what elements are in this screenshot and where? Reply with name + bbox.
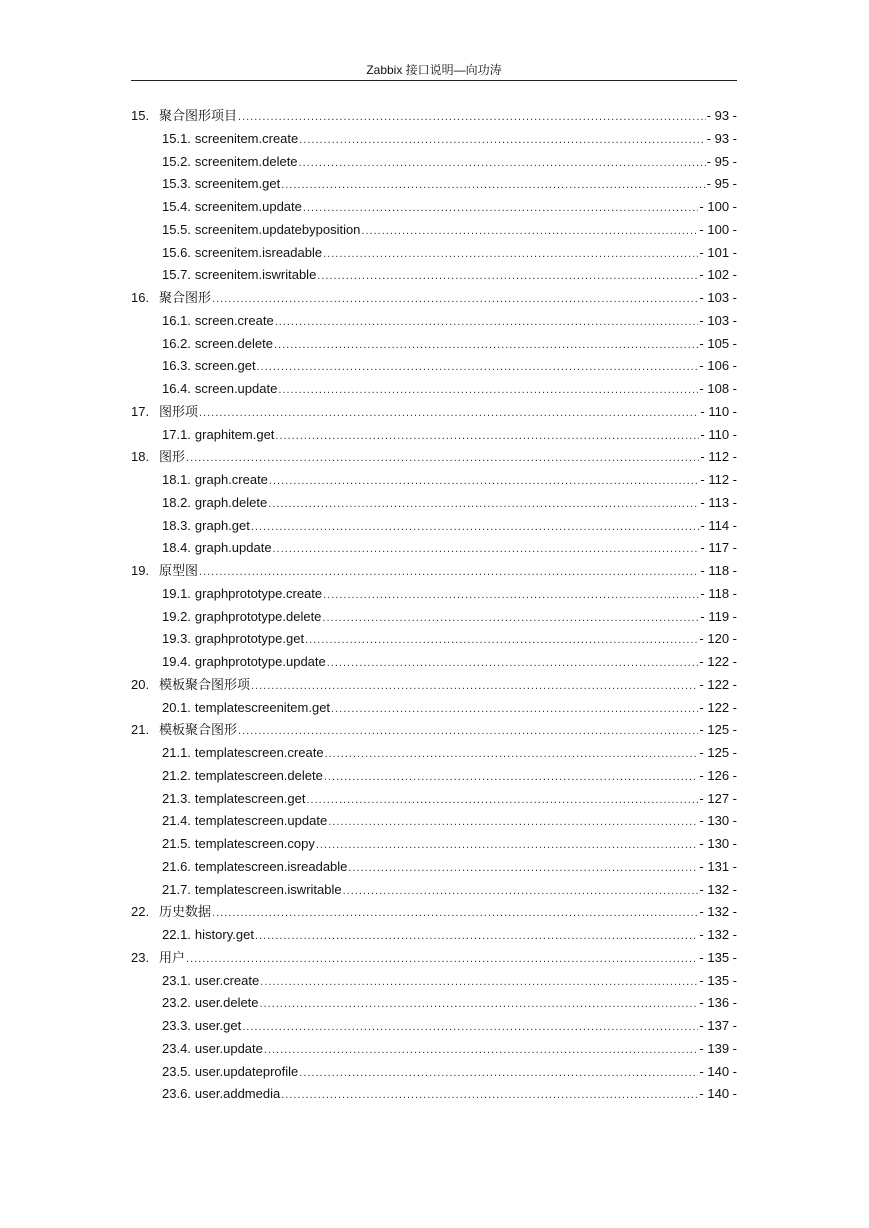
toc-subsection-entry[interactable]	[131, 651, 737, 674]
toc-subsection-entry[interactable]	[131, 310, 737, 333]
toc-page-number: - 118 -	[700, 563, 737, 578]
toc-entry-title: 原型图	[159, 563, 199, 578]
toc-page-number: - 140 -	[699, 1086, 737, 1102]
toc-subsection-entry[interactable]	[131, 788, 737, 811]
toc-section-entry[interactable]	[131, 446, 737, 469]
toc-page-number: - 108 -	[699, 381, 737, 396]
toc-subsection-entry[interactable]	[131, 628, 737, 651]
toc-entry-title: 模板聚合图形项	[159, 676, 251, 692]
toc-section-entry[interactable]	[131, 287, 737, 310]
toc-entry-number: 23.4.	[162, 1040, 191, 1056]
toc-subsection-entry[interactable]	[131, 515, 737, 538]
page-header: Zabbix 接口说明—向功涛	[366, 63, 502, 77]
toc-dot-leader	[238, 106, 706, 129]
toc-entry-number: 18.1.	[162, 472, 191, 487]
toc-entry-number: 20.	[131, 676, 150, 692]
toc-subsection-entry[interactable]	[131, 606, 737, 629]
toc-dot-leader	[186, 447, 699, 470]
toc-entry-number: 21.7.	[162, 881, 191, 897]
toc-subsection-entry[interactable]	[131, 173, 737, 196]
toc-page-number: - 93 -	[706, 130, 737, 146]
toc-subsection-entry[interactable]	[131, 492, 737, 515]
toc-dot-leader	[275, 311, 699, 334]
toc-subsection-entry[interactable]	[131, 242, 737, 265]
toc-page-number: - 114 -	[700, 517, 737, 533]
toc-page-number: - 132 -	[699, 881, 737, 897]
toc-entry-number: 19.3.	[162, 631, 191, 647]
toc-entry-title: screenitem.updatebyposition	[194, 221, 361, 237]
toc-page-number: - 101 -	[699, 244, 737, 260]
toc-entry-title: screen.update	[194, 381, 278, 396]
toc-entry-number: 21.6.	[162, 858, 191, 874]
toc-entry-number: 22.	[131, 904, 150, 920]
toc-dot-leader	[260, 993, 699, 1016]
toc-entry-title: history.get	[194, 927, 254, 942]
toc-entry-title: user.get	[194, 1018, 242, 1033]
toc-subsection-entry[interactable]	[131, 1038, 737, 1061]
toc-page-number: - 122 -	[699, 654, 737, 669]
toc-entry-title: screenitem.delete	[194, 153, 298, 169]
toc-entry-number: 23.3.	[162, 1018, 191, 1033]
toc-entry-title: graph.create	[194, 472, 268, 487]
toc-subsection-entry[interactable]	[131, 833, 737, 856]
toc-entry-title: 图形项	[159, 403, 199, 419]
toc-page-number: - 110 -	[700, 426, 737, 442]
toc-subsection-entry[interactable]	[131, 856, 737, 879]
toc-entry-number: 16.1.	[162, 312, 191, 328]
toc-dot-leader	[327, 652, 699, 675]
toc-page-number: - 119 -	[700, 608, 737, 624]
toc-dot-leader	[274, 334, 698, 357]
toc-entry-number: 22.1.	[162, 927, 191, 942]
toc-dot-leader	[331, 698, 698, 721]
toc-page-number: - 126 -	[699, 767, 737, 783]
toc-entry-title: 聚合图形项目	[159, 108, 238, 123]
toc-subsection-entry[interactable]	[131, 219, 737, 242]
toc-subsection-entry[interactable]	[131, 128, 737, 151]
toc-entry-title: screen.create	[194, 312, 274, 328]
toc-entry-title: graphprototype.get	[194, 631, 305, 647]
toc-entry-number: 18.	[131, 449, 150, 465]
toc-entry-title: 图形	[159, 449, 186, 465]
toc-entry-number: 20.1.	[162, 699, 191, 715]
toc-entry-number: 16.	[131, 290, 150, 305]
toc-dot-leader	[212, 288, 698, 311]
toc-section-entry[interactable]	[131, 560, 737, 583]
toc-dot-leader	[324, 766, 699, 789]
toc-subsection-entry[interactable]	[131, 583, 737, 606]
toc-entry-number: 18.2.	[162, 494, 191, 510]
toc-page-number: - 117 -	[700, 540, 737, 556]
toc-entry-title: templatescreen.isreadable	[194, 858, 348, 874]
toc-dot-leader	[281, 174, 705, 197]
toc-entry-title: screenitem.update	[194, 199, 302, 214]
toc-subsection-entry[interactable]	[131, 355, 737, 378]
toc-entry-title: screenitem.create	[194, 130, 299, 146]
toc-dot-leader	[323, 243, 698, 266]
toc-page-number: - 103 -	[699, 312, 737, 328]
toc-subsection-entry[interactable]	[131, 742, 737, 765]
toc-entry-number: 19.	[131, 563, 150, 578]
toc-dot-leader	[264, 1039, 699, 1062]
toc-page-number: - 93 -	[706, 108, 737, 123]
toc-entry-title: templatescreen.update	[194, 813, 328, 829]
toc-dot-leader	[273, 538, 700, 561]
toc-page-number: - 136 -	[699, 995, 737, 1011]
toc-page-number: - 100 -	[699, 199, 737, 214]
toc-page-number: - 120 -	[699, 631, 737, 647]
toc-dot-leader	[322, 607, 699, 630]
toc-subsection-entry[interactable]	[131, 469, 737, 492]
toc-page-number: - 112 -	[700, 472, 737, 487]
toc-page-number: - 131 -	[699, 858, 737, 874]
toc-subsection-entry[interactable]	[131, 264, 737, 287]
toc-dot-leader	[316, 834, 699, 857]
toc-subsection-entry[interactable]	[131, 151, 737, 174]
toc-entry-number: 16.3.	[162, 358, 191, 374]
toc-subsection-entry[interactable]	[131, 970, 737, 993]
toc-entry-number: 19.4.	[162, 654, 191, 669]
toc-entry-title: templatescreen.get	[194, 790, 306, 806]
toc-page-number: - 122 -	[699, 676, 737, 692]
toc-dot-leader	[281, 1084, 698, 1107]
toc-subsection-entry[interactable]	[131, 1083, 737, 1106]
toc-dot-leader	[212, 902, 698, 925]
toc-section-entry[interactable]	[131, 719, 737, 742]
toc-page-number: - 125 -	[699, 722, 737, 738]
toc-entry-number: 15.4.	[162, 199, 191, 214]
toc-entry-number: 21.5.	[162, 836, 191, 851]
toc-subsection-entry[interactable]	[131, 196, 737, 219]
toc-page-number: - 95 -	[706, 176, 737, 192]
toc-entry-number: 16.2.	[162, 335, 191, 351]
toc-dot-leader	[305, 629, 698, 652]
toc-subsection-entry[interactable]	[131, 537, 737, 560]
toc-subsection-entry[interactable]	[131, 1061, 737, 1084]
toc-page-number: - 140 -	[699, 1063, 737, 1079]
toc-dot-leader	[299, 1062, 698, 1085]
toc-page-number: - 113 -	[700, 494, 737, 510]
toc-entry-title: screenitem.get	[194, 176, 281, 192]
header-divider	[131, 80, 737, 81]
toc-dot-leader	[275, 425, 699, 448]
toc-page-number: - 139 -	[699, 1040, 737, 1056]
toc-entry-title: user.create	[194, 972, 260, 988]
toc-dot-leader	[343, 880, 699, 903]
toc-dot-leader	[238, 720, 698, 743]
toc-page-number: - 127 -	[699, 790, 737, 806]
toc-entry-title: graphprototype.delete	[194, 608, 322, 624]
toc-entry-title: graph.get	[194, 517, 250, 533]
toc-entry-title: graphprototype.create	[194, 585, 323, 601]
toc-entry-number: 18.3.	[162, 517, 191, 533]
toc-dot-leader	[325, 743, 699, 766]
toc-entry-number: 21.4.	[162, 813, 191, 829]
toc-entry-title: templatescreen.create	[194, 745, 324, 760]
toc-entry-title: 历史数据	[159, 904, 212, 920]
toc-subsection-entry[interactable]	[131, 1015, 737, 1038]
toc-page-number: - 112 -	[700, 449, 737, 465]
toc-dot-leader	[348, 857, 698, 880]
toc-page-number: - 106 -	[699, 358, 737, 374]
toc-page-number: - 110 -	[700, 403, 737, 419]
toc-page-number: - 122 -	[699, 699, 737, 715]
toc-entry-title: 聚合图形	[159, 290, 212, 305]
toc-dot-leader	[307, 789, 699, 812]
toc-entry-title: 模板聚合图形	[159, 722, 238, 738]
toc-entry-number: 23.5.	[162, 1063, 191, 1079]
toc-page-number: - 95 -	[706, 153, 737, 169]
toc-dot-leader	[199, 402, 699, 425]
toc-entry-title: user.update	[194, 1040, 263, 1056]
toc-dot-leader	[303, 197, 699, 220]
toc-entry-title: screenitem.isreadable	[194, 244, 323, 260]
toc-entry-number: 15.	[131, 108, 150, 123]
toc-entry-title: templatescreen.iswritable	[194, 881, 342, 897]
toc-page-number: - 125 -	[699, 745, 737, 760]
toc-entry-number: 17.	[131, 403, 150, 419]
toc-entry-number: 21.1.	[162, 745, 191, 760]
toc-page-number: - 100 -	[699, 221, 737, 237]
toc-entry-number: 23.6.	[162, 1086, 191, 1102]
toc-entry-number: 23.2.	[162, 995, 191, 1011]
toc-dot-leader	[328, 811, 698, 834]
toc-entry-number: 15.7.	[162, 267, 191, 283]
toc-dot-leader	[260, 971, 698, 994]
toc-subsection-entry[interactable]	[131, 810, 737, 833]
toc-page-number: - 118 -	[700, 585, 737, 601]
toc-page-number: - 135 -	[699, 972, 737, 988]
toc-page-number: - 135 -	[699, 949, 737, 965]
toc-entry-number: 23.1.	[162, 972, 191, 988]
toc-dot-leader	[186, 948, 698, 971]
toc-entry-number: 18.4.	[162, 540, 191, 556]
toc-subsection-entry[interactable]	[131, 924, 737, 947]
toc-entry-number: 15.5.	[162, 221, 191, 237]
toc-entry-title: 用户	[159, 949, 186, 965]
table-of-contents	[131, 105, 737, 1106]
toc-entry-number: 21.2.	[162, 767, 191, 783]
toc-subsection-entry[interactable]	[131, 697, 737, 720]
toc-entry-number: 19.1.	[162, 585, 191, 601]
toc-entry-title: graphitem.get	[194, 426, 275, 442]
toc-dot-leader	[251, 675, 698, 698]
toc-entry-number: 16.4.	[162, 381, 191, 396]
toc-entry-number: 21.	[131, 722, 150, 738]
toc-entry-title: screen.get	[194, 358, 256, 374]
toc-page-number: - 130 -	[699, 836, 737, 851]
toc-page-number: - 103 -	[699, 290, 737, 305]
toc-dot-leader	[242, 1016, 698, 1039]
toc-subsection-entry[interactable]	[131, 879, 737, 902]
toc-entry-number: 15.6.	[162, 244, 191, 260]
toc-entry-number: 21.3.	[162, 790, 191, 806]
toc-entry-title: templatescreen.copy	[194, 836, 315, 851]
toc-dot-leader	[199, 561, 699, 584]
toc-entry-title: screen.delete	[194, 335, 273, 351]
toc-entry-title: templatescreen.delete	[194, 767, 323, 783]
toc-entry-title: user.delete	[194, 995, 259, 1011]
toc-entry-title: screenitem.iswritable	[194, 267, 317, 283]
toc-page-number: - 102 -	[699, 267, 737, 283]
toc-entry-number: 23.	[131, 949, 150, 965]
toc-subsection-entry[interactable]	[131, 378, 737, 401]
toc-subsection-entry[interactable]	[131, 333, 737, 356]
toc-dot-leader	[268, 493, 699, 516]
toc-entry-title: user.addmedia	[194, 1086, 281, 1102]
toc-entry-number: 15.1.	[162, 130, 191, 146]
toc-dot-leader	[251, 516, 700, 539]
toc-dot-leader	[278, 379, 698, 402]
toc-section-entry[interactable]	[131, 105, 737, 128]
toc-entry-title: templatescreenitem.get	[194, 699, 331, 715]
toc-page-number: - 132 -	[699, 904, 737, 920]
toc-section-entry[interactable]	[131, 901, 737, 924]
toc-entry-title: graphprototype.update	[194, 654, 326, 669]
toc-entry-number: 17.1.	[162, 426, 191, 442]
toc-entry-title: user.updateprofile	[194, 1063, 299, 1079]
toc-dot-leader	[255, 925, 698, 948]
toc-dot-leader	[299, 152, 706, 175]
toc-entry-number: 15.2.	[162, 153, 191, 169]
toc-page-number: - 130 -	[699, 813, 737, 829]
toc-dot-leader	[323, 584, 699, 607]
toc-entry-number: 19.2.	[162, 608, 191, 624]
toc-page-number: - 137 -	[699, 1018, 737, 1033]
toc-dot-leader	[269, 470, 699, 493]
toc-entry-title: graph.update	[194, 540, 272, 556]
toc-entry-number: 15.3.	[162, 176, 191, 192]
toc-section-entry[interactable]	[131, 674, 737, 697]
toc-page-number: - 132 -	[699, 927, 737, 942]
toc-section-entry[interactable]	[131, 947, 737, 970]
toc-dot-leader	[299, 129, 705, 152]
toc-dot-leader	[317, 265, 698, 288]
toc-section-entry[interactable]	[131, 401, 737, 424]
toc-subsection-entry[interactable]	[131, 424, 737, 447]
toc-dot-leader	[361, 220, 698, 243]
toc-entry-title: graph.delete	[194, 494, 268, 510]
toc-subsection-entry[interactable]	[131, 765, 737, 788]
toc-dot-leader	[257, 356, 699, 379]
toc-subsection-entry[interactable]	[131, 992, 737, 1015]
toc-page-number: - 105 -	[699, 335, 737, 351]
